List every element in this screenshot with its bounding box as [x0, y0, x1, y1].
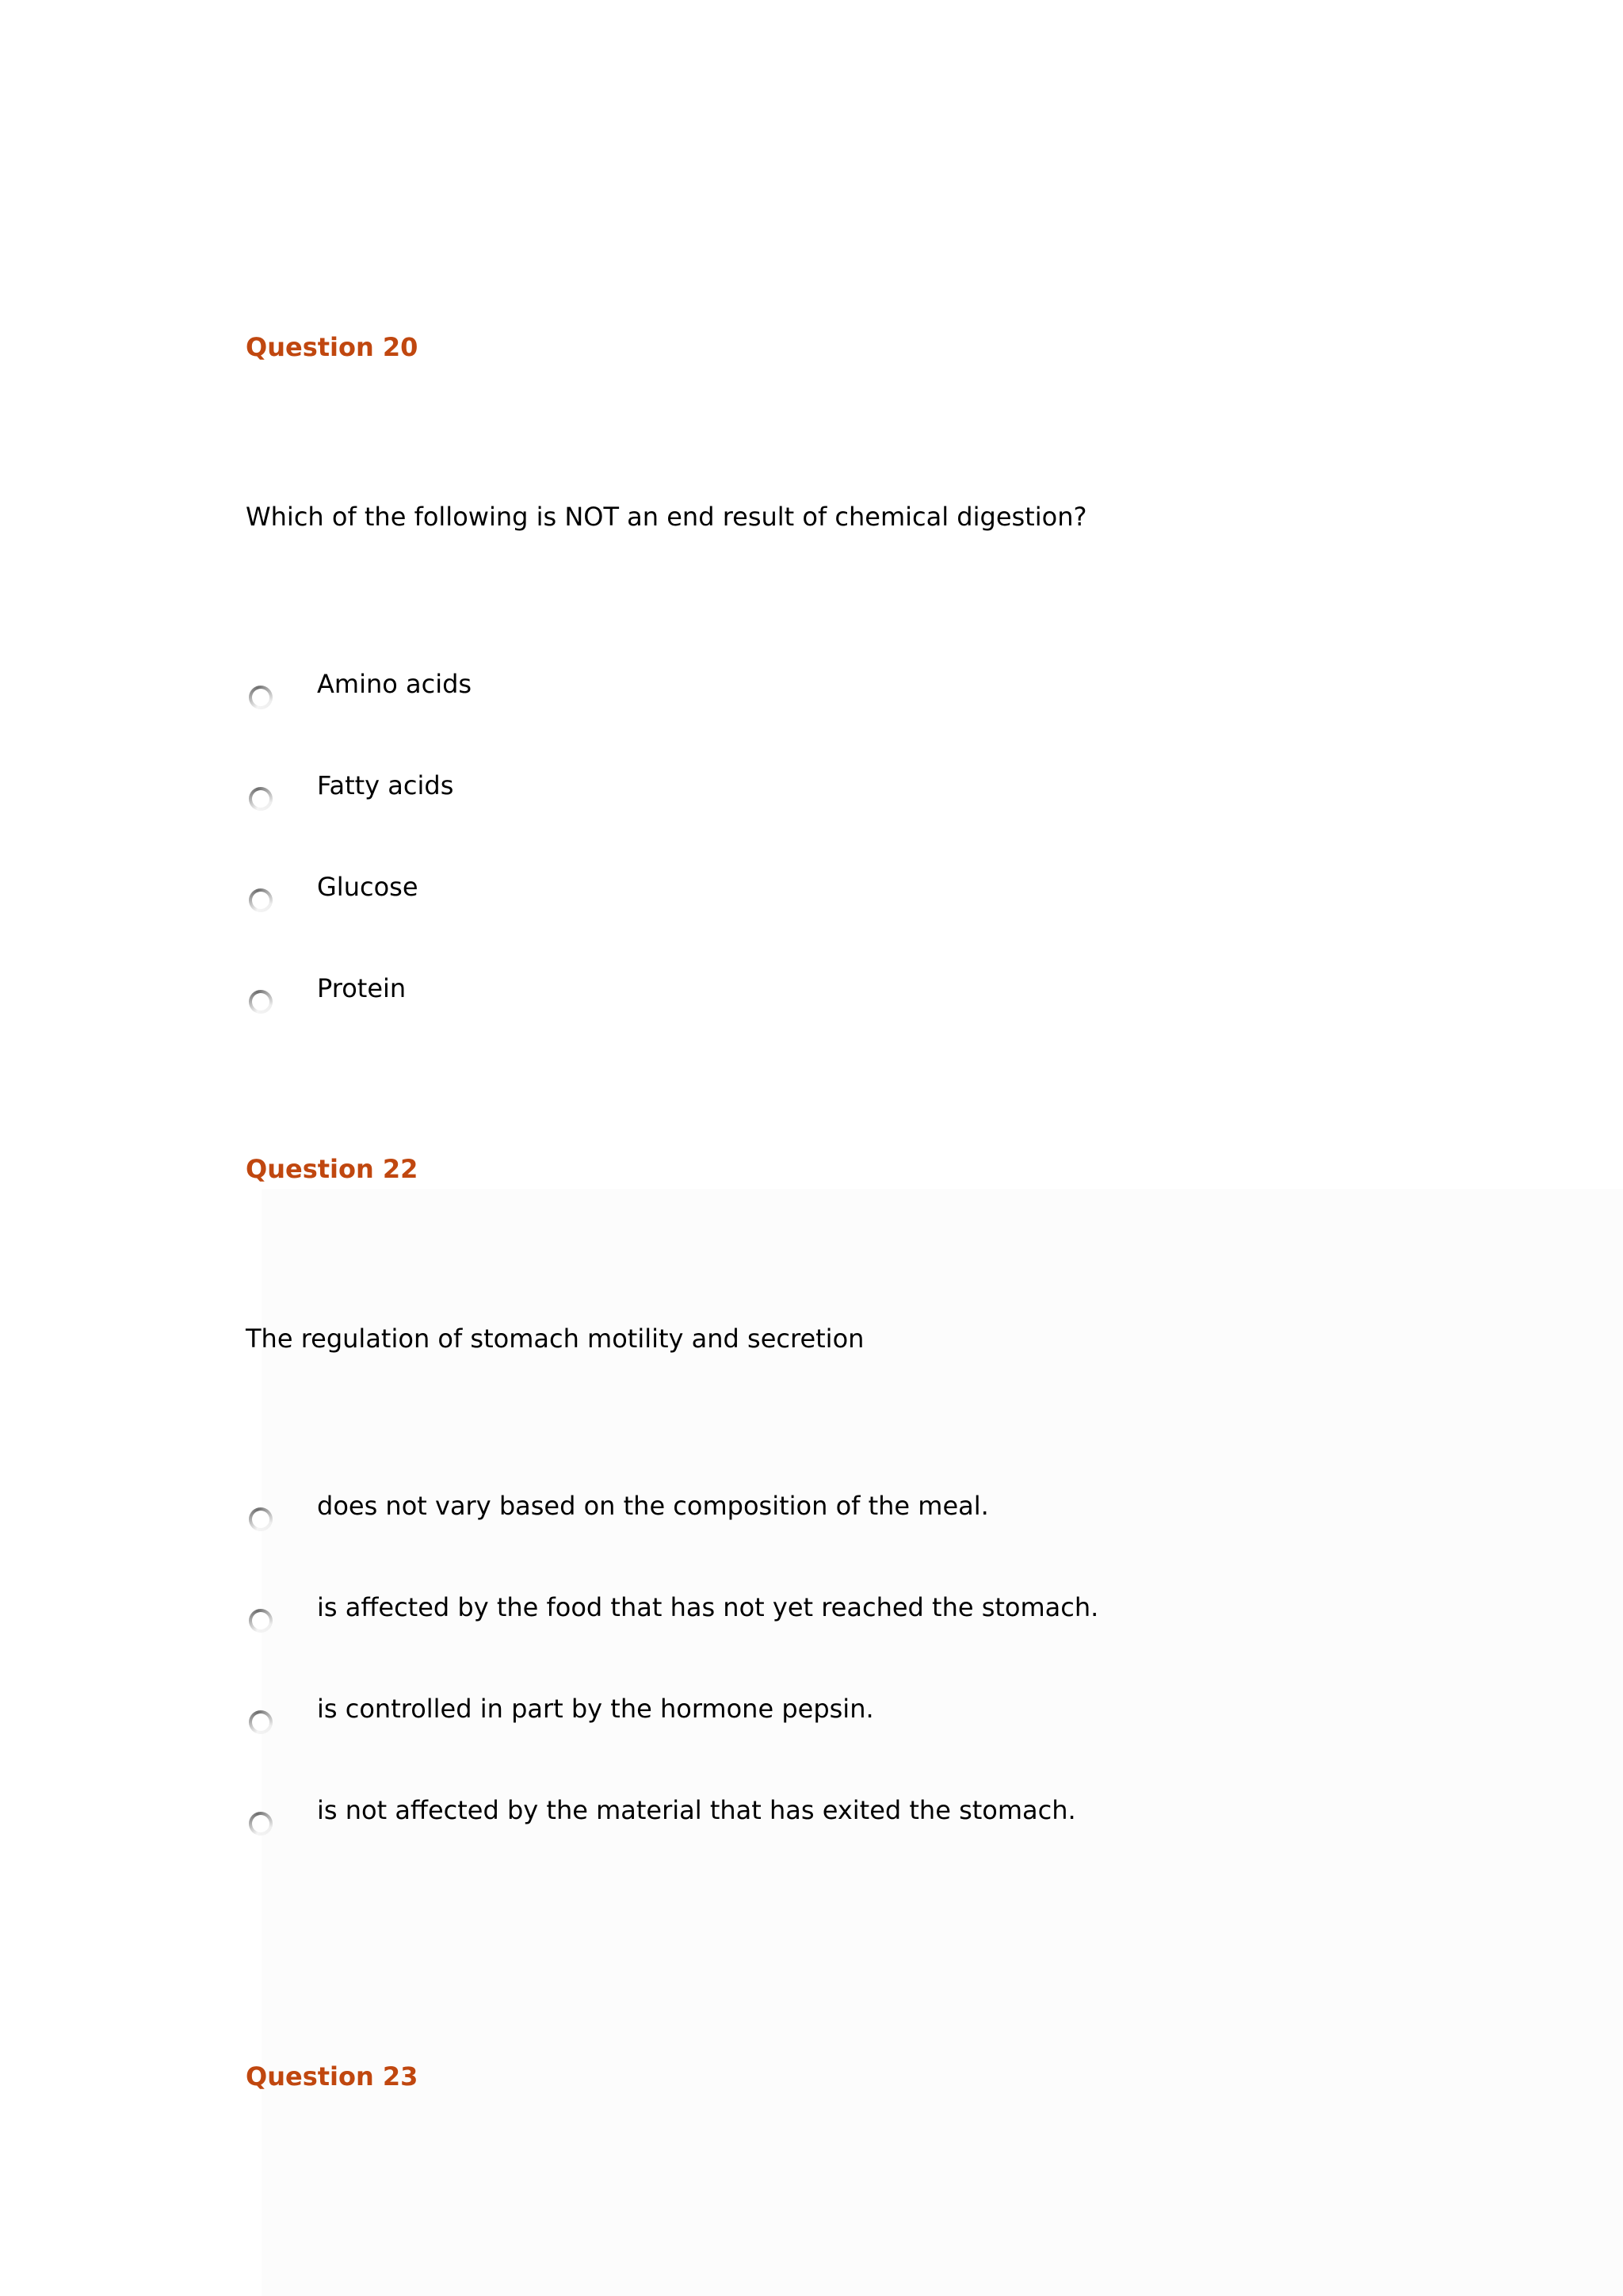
question-22-option-2[interactable]: [246, 1591, 1434, 1639]
question-20-option-3[interactable]: [246, 871, 1434, 919]
question-20-option-2[interactable]: [246, 770, 1434, 817]
option-label: is affected by the food that has not yet reached the stomach.: [317, 1592, 1099, 1622]
option-label: Protein: [317, 973, 407, 1003]
question-20-heading: Question 20: [246, 332, 418, 362]
radio-button-icon[interactable]: [249, 686, 273, 709]
question-20-option-1[interactable]: [246, 668, 1434, 716]
radio-button-icon[interactable]: [249, 1812, 273, 1836]
radio-button-icon[interactable]: [249, 1710, 273, 1734]
question-22-option-3[interactable]: [246, 1693, 1434, 1740]
question-22-prompt: The regulation of stomach motility and secretion: [246, 1324, 865, 1354]
option-label: Amino acids: [317, 669, 472, 699]
question-22-option-4[interactable]: [246, 1794, 1434, 1842]
radio-button-icon[interactable]: [249, 1609, 273, 1633]
option-label: is controlled in part by the hormone pepsin.: [317, 1694, 874, 1724]
question-20-prompt: Which of the following is NOT an end result of chemical digestion?: [246, 502, 1087, 532]
option-label: Fatty acids: [317, 770, 454, 800]
option-label: is not affected by the material that has exited the stomach.: [317, 1795, 1076, 1825]
question-22-heading: Question 22: [246, 1154, 418, 1184]
radio-button-icon[interactable]: [249, 990, 273, 1014]
radio-button-icon[interactable]: [249, 1507, 273, 1531]
question-20-option-4[interactable]: [246, 972, 1434, 1020]
question-22-option-1[interactable]: [246, 1490, 1434, 1538]
option-label: Glucose: [317, 872, 418, 902]
radio-button-icon[interactable]: [249, 787, 273, 811]
background-shade: [262, 1189, 1623, 2296]
option-label: does not vary based on the composition of the meal.: [317, 1491, 989, 1521]
radio-button-icon[interactable]: [249, 888, 273, 912]
question-23-heading: Question 23: [246, 2061, 418, 2092]
